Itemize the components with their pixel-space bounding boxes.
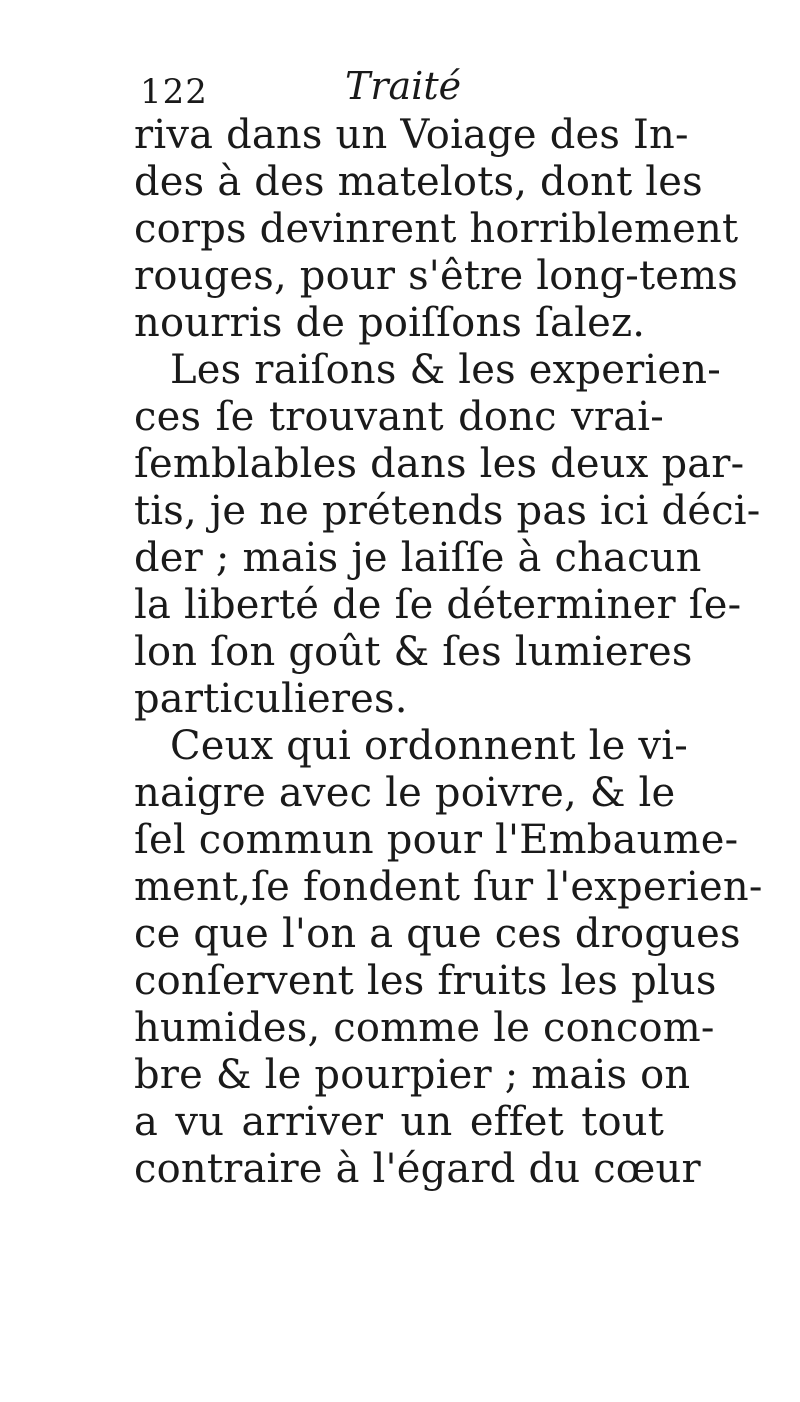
text-line: ces ſe trouvant donc vrai- [134, 394, 664, 440]
text-line: corps devinrent horriblement [134, 206, 739, 252]
text-line: contraire à l'égard du cœur [134, 1146, 701, 1192]
text-line: nourris de poiſſons ſalez. [134, 300, 646, 346]
text-line: la liberté de ſe déterminer ſe- [134, 582, 742, 628]
text-line: particulieres. [134, 676, 408, 722]
text-line: a vu arriver un effet tout [134, 1099, 664, 1145]
text-line: tis, je ne prétends pas ici déci- [134, 488, 761, 534]
text-line: humides, comme le concom- [134, 1005, 715, 1051]
running-title: Traité [345, 64, 462, 108]
page-number: 122 [140, 72, 208, 112]
text-line: conſervent les fruits les plus [134, 958, 717, 1004]
text-line: naigre avec le poivre, & le [134, 770, 676, 816]
text-line: ce que l'on a que ces drogues [134, 911, 741, 957]
text-line: rouges, pour s'être long-tems [134, 253, 739, 299]
text-line: Ceux qui ordonnent le vi- [170, 723, 688, 769]
text-line: lon ſon goût & ſes lumieres [134, 629, 693, 675]
text-line: bre & le pourpier ; mais on [134, 1052, 691, 1098]
text-line: ſel commun pour l'Embaume- [134, 817, 739, 863]
text-line: riva dans un Voiage des In- [134, 112, 689, 158]
text-line: ſemblables dans les deux par- [134, 441, 745, 487]
text-line: ment,ſe fondent ſur l'experien- [134, 864, 763, 910]
body-text [134, 112, 763, 1193]
text-line: Les raiſons & les experien- [170, 347, 721, 393]
text-line: des à des matelots, dont les [134, 159, 703, 205]
text-line: der ; mais je laiſſe à chacun [134, 535, 702, 581]
